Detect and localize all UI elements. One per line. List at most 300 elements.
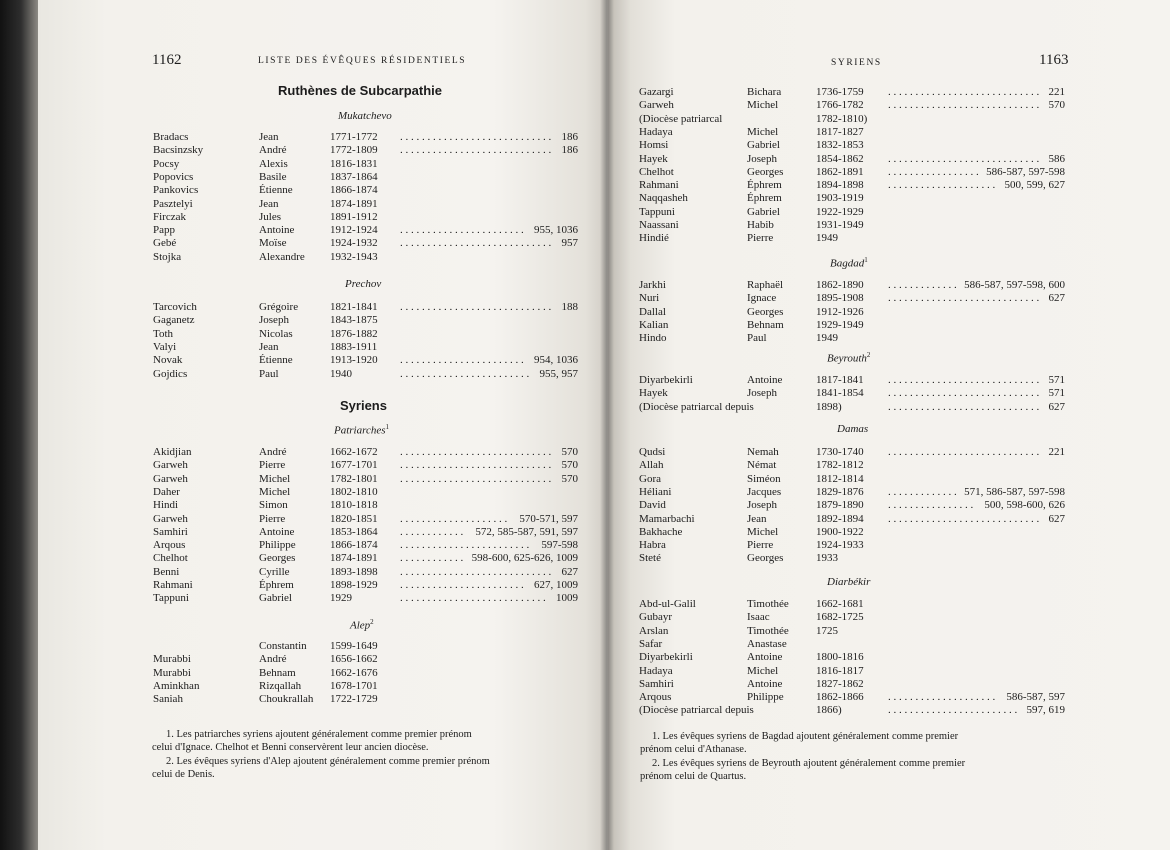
page-references: 571 xyxy=(1048,387,1065,400)
table-row xyxy=(38,473,608,486)
dot-leader: . . . . . . . . . . . . . . . . . . . . . . . . . . . . xyxy=(888,387,1040,400)
bishop-surname: Bradacs xyxy=(153,131,189,143)
table-row xyxy=(608,279,1170,292)
table-row xyxy=(608,513,1170,526)
section-heading-ruthenes: Ruthènes de Subcarpathie xyxy=(278,83,442,98)
bishop-first-name: Antoine xyxy=(259,525,295,538)
bishop-first-name: Habib xyxy=(747,219,774,231)
page-references: 957 xyxy=(561,237,578,250)
bishop-first-name: Raphaël xyxy=(747,279,784,291)
episcopate-dates: 1929 xyxy=(330,592,352,605)
bishop-first-name: Behnam xyxy=(747,318,784,331)
table-row xyxy=(38,539,608,552)
bishop-surname: Abd-ul-Galil xyxy=(639,598,696,610)
footnote-marker: 2 xyxy=(866,351,871,359)
table-row xyxy=(608,552,1170,565)
bishop-first-name: Jean xyxy=(747,512,767,525)
bishop-first-name: Michel xyxy=(747,664,779,677)
table-row xyxy=(608,113,1170,126)
bishop-first-name: Antoine xyxy=(259,224,295,237)
bishop-first-name: Choukrallah xyxy=(259,693,314,706)
table-row xyxy=(608,139,1170,152)
diocese-title-bagdad-text: Bagdad xyxy=(830,257,865,270)
bishop-first-name: Michel xyxy=(259,485,291,498)
table-row xyxy=(608,86,1170,99)
bishop-surname: Murabbi xyxy=(153,666,191,679)
dot-leader: . . . . . . . . . . . . . . . . . . . . xyxy=(888,179,996,192)
page-references: 500, 599, 627 xyxy=(1004,179,1065,192)
episcopate-dates: 1924-1932 xyxy=(330,237,378,250)
table-row xyxy=(608,319,1170,332)
footnote-line: 1. Les patriarches syriens ajoutent généralement comme premier prénom xyxy=(166,729,472,740)
table-row xyxy=(608,387,1170,400)
dot-leader: . . . . . . . . . . . . . . . . . . . . . . . xyxy=(400,224,524,237)
table-row xyxy=(38,667,608,680)
bishop-surname: Hindo xyxy=(639,332,667,345)
table-row xyxy=(608,153,1170,166)
table-row xyxy=(38,301,608,314)
bishop-surname: Chelhot xyxy=(153,552,188,565)
bishop-first-name: Timothée xyxy=(747,624,789,637)
page-references: 586-587, 597-598 xyxy=(986,165,1065,178)
episcopate-dates: 1932-1943 xyxy=(330,250,378,263)
table-row xyxy=(38,184,608,197)
page-references: 627, 1009 xyxy=(534,579,578,591)
table-row xyxy=(608,459,1170,472)
bishop-surname: (Diocèse patriarcal xyxy=(639,112,723,125)
bishop-first-name: André xyxy=(259,653,287,666)
footnote-marker: 1 xyxy=(385,423,390,431)
bishop-surname: Samhiri xyxy=(153,525,188,538)
dot-leader: . . . . . . . . . . . . . . . . . . . . . . . . . . . . xyxy=(400,459,552,472)
table-row xyxy=(608,499,1170,512)
bishop-surname: Steté xyxy=(639,552,661,565)
page-references: 570 xyxy=(1048,99,1065,112)
dot-leader: . . . . . . . . . . . . . . . . . . . . . . . . . . . . xyxy=(888,400,1040,413)
table-row xyxy=(608,99,1170,112)
dot-leader: . . . . . . . . . . . . . . . . . . . . . . . . xyxy=(400,539,530,552)
episcopate-dates: 1662-1681 xyxy=(816,598,864,610)
section-heading-syriens: Syriens xyxy=(340,398,387,413)
episcopate-dates: 1725 xyxy=(816,624,838,637)
dot-leader: . . . . . . . . . . . . . . . . . . . . xyxy=(400,512,508,525)
episcopate-dates: 1829-1876 xyxy=(816,485,864,498)
bishop-surname: Gaganetz xyxy=(153,314,195,327)
episcopate-dates: 1821-1841 xyxy=(330,301,378,313)
episcopate-dates: 1949 xyxy=(816,332,838,345)
page-references: 221 xyxy=(1048,86,1065,98)
bishop-first-name: Michel xyxy=(747,99,779,112)
episcopate-dates: 1898-1929 xyxy=(330,579,378,591)
dot-leader: . . . . . . . . . . . . . . . . . . . . xyxy=(888,691,996,704)
bishop-surname: Tarcovich xyxy=(153,301,197,313)
page-references: 955, 957 xyxy=(539,367,578,380)
page-references: 586-587, 597 xyxy=(1006,691,1065,704)
table-row xyxy=(38,224,608,237)
bishop-first-name: Nemah xyxy=(747,446,779,458)
left-page xyxy=(38,0,608,850)
table-row xyxy=(38,368,608,381)
page-references: 954, 1036 xyxy=(534,354,578,367)
bishop-first-name: Antoine xyxy=(747,677,783,690)
bishop-surname: Hayek xyxy=(639,152,668,165)
bishop-first-name: Antoine xyxy=(747,651,783,664)
footnote-line: prénom celui de Quartus. xyxy=(640,771,747,782)
table-row xyxy=(38,526,608,539)
dot-leader: . . . . . . . . . . . . . . . . . . . . . . . . . . . . xyxy=(400,237,552,250)
table-row xyxy=(608,598,1170,611)
bishop-surname: Stojka xyxy=(153,250,182,263)
dot-leader: . . . . . . . . . . . . . . . . . . . . . . . . . . . xyxy=(400,592,546,605)
table-row xyxy=(608,611,1170,624)
bishop-surname: Garweh xyxy=(153,459,188,472)
footnote-line: 2. Les évêques syriens de Beyrouth ajoutent généralement comme premier xyxy=(652,758,966,769)
bishop-surname: Pankovics xyxy=(153,184,199,197)
dot-leader: . . . . . . . . . . . . . xyxy=(888,279,957,291)
table-row xyxy=(608,526,1170,539)
table-row xyxy=(608,638,1170,651)
bishop-surname: Hindié xyxy=(639,232,669,245)
page-references: 627 xyxy=(561,565,578,578)
bishop-surname: Bakhache xyxy=(639,525,683,538)
bishop-surname: Garweh xyxy=(153,512,188,525)
page-references: 597, 619 xyxy=(1026,704,1065,717)
episcopate-dates: 1771-1772 xyxy=(330,131,378,143)
diocese-title-patriarches-text: Patriarches xyxy=(334,424,386,437)
episcopate-dates: 1866-1874 xyxy=(330,184,378,197)
episcopate-dates: 1736-1759 xyxy=(816,86,864,98)
page-references: 186 xyxy=(561,144,578,157)
bishop-surname: Rahmani xyxy=(639,179,679,192)
bishop-first-name: Anastase xyxy=(747,637,787,650)
diocese-title-damas: Damas xyxy=(837,423,869,435)
diocese-title-alep xyxy=(350,618,374,632)
table-row xyxy=(608,192,1170,205)
episcopate-dates: 1662-1676 xyxy=(330,666,378,679)
bishop-first-name: Gabriel xyxy=(747,139,780,152)
table-row xyxy=(38,144,608,157)
dot-leader: . . . . . . . . . . . . . . . . . . . . . . . . . . . . xyxy=(888,99,1040,112)
bishop-first-name: Siméon xyxy=(747,472,781,485)
table-row xyxy=(38,354,608,367)
bishop-first-name: Joseph xyxy=(747,387,777,400)
episcopate-dates: 1656-1662 xyxy=(330,653,378,666)
bishop-surname: Garweh xyxy=(153,472,188,485)
page-references: 221 xyxy=(1048,446,1065,458)
table-row xyxy=(608,625,1170,638)
bishop-first-name: Pierre xyxy=(747,232,774,245)
bishop-surname: Gubayr xyxy=(639,611,672,624)
bishop-first-name: Georges xyxy=(747,552,784,565)
bishop-first-name: André xyxy=(259,446,287,458)
running-head: SYRIENS xyxy=(831,58,882,68)
episcopate-dates: 1682-1725 xyxy=(816,611,864,624)
bishop-first-name: Bichara xyxy=(747,86,782,98)
dot-leader: . . . . . . . . . . . . xyxy=(400,525,464,538)
bishop-first-name: Timothée xyxy=(747,598,789,610)
bishop-surname: Tappuni xyxy=(639,205,675,218)
bishop-first-name: Pierre xyxy=(259,459,286,472)
episcopate-dates: 1895-1908 xyxy=(816,292,864,305)
bishop-surname: Bacsinzsky xyxy=(153,144,204,157)
dot-leader: . . . . . . . . . . . . . . . . xyxy=(888,499,974,512)
table-row xyxy=(608,232,1170,245)
dot-leader: . . . . . . . . . . . . . . . . . . . . . . . xyxy=(400,579,524,591)
table-row xyxy=(38,566,608,579)
table-row xyxy=(38,592,608,605)
bishop-first-name: Rizqallah xyxy=(259,679,302,692)
bishop-first-name: Éphrem xyxy=(747,179,782,192)
episcopate-dates: 1678-1701 xyxy=(330,679,378,692)
episcopate-dates: 1874-1891 xyxy=(330,552,378,565)
diocese-title-mukatchevo: Mukatchevo xyxy=(338,110,392,122)
bishop-first-name: Némat xyxy=(747,459,777,472)
episcopate-dates: 1949 xyxy=(816,232,838,245)
table-row xyxy=(608,332,1170,345)
episcopate-dates: 1817-1827 xyxy=(816,125,864,138)
table-row xyxy=(608,179,1170,192)
table-row xyxy=(38,640,608,653)
diocese-title-patriarches xyxy=(334,423,389,437)
page-references: 955, 1036 xyxy=(534,224,578,237)
episcopate-dates: 1853-1864 xyxy=(330,525,378,538)
bishop-surname: Kalian xyxy=(639,318,669,331)
bishop-surname: Valyi xyxy=(153,340,177,353)
episcopate-dates: 1898) xyxy=(816,400,842,413)
bishop-first-name: Michel xyxy=(747,125,779,138)
bishop-surname: Nuri xyxy=(639,292,660,305)
bishop-surname: Qudsi xyxy=(639,446,666,458)
table-row xyxy=(608,704,1170,717)
bishop-surname: Mamarbachi xyxy=(639,512,695,525)
page-references: 500, 598-600, 626 xyxy=(984,499,1065,512)
bishop-surname: Habra xyxy=(639,539,666,552)
episcopate-dates: 1866-1874 xyxy=(330,539,378,552)
episcopate-dates: 1772-1809 xyxy=(330,144,378,157)
table-row xyxy=(38,341,608,354)
bishop-first-name: Georges xyxy=(747,165,784,178)
diocese-title-alep-text: Alep xyxy=(350,619,371,632)
page-references: 586-587, 597-598, 600 xyxy=(964,279,1065,291)
bishop-surname: Gojdics xyxy=(153,367,188,380)
bishop-first-name: Étienne xyxy=(259,184,293,197)
table-row xyxy=(38,653,608,666)
dot-leader: . . . . . . . . . . . . . . . . . . . . . . . . . . . . xyxy=(888,446,1040,458)
table-row xyxy=(608,401,1170,414)
table-row xyxy=(608,219,1170,232)
bishop-first-name: Simon xyxy=(259,499,288,512)
table-row xyxy=(608,306,1170,319)
page-references: 571, 586-587, 597-598 xyxy=(964,485,1065,498)
episcopate-dates: 1802-1810 xyxy=(330,485,378,498)
bishop-first-name: Jacques xyxy=(747,485,782,498)
book-spine xyxy=(0,0,38,850)
bishop-first-name: Jean xyxy=(259,131,279,143)
page-references: 586 xyxy=(1048,152,1065,165)
episcopate-dates: 1662-1672 xyxy=(330,446,378,458)
bishop-surname: Arqous xyxy=(639,691,672,704)
bishop-surname: Hadaya xyxy=(639,125,673,138)
dot-leader: . . . . . . . . . . . . . . . . . . . . . . . . . . . . xyxy=(888,512,1040,525)
bishop-first-name: Pierre xyxy=(259,512,286,525)
table-row xyxy=(608,678,1170,691)
bishop-first-name: Grégoire xyxy=(259,301,299,313)
bishop-surname: Toth xyxy=(153,327,174,340)
dot-leader: . . . . . . . . . . . . . . . . . . . . . . . . xyxy=(888,704,1018,717)
bishop-surname: Saniah xyxy=(153,693,183,706)
bishop-surname: Rahmani xyxy=(153,579,193,591)
diocese-title-prechov: Prechov xyxy=(345,278,382,290)
table-row xyxy=(38,328,608,341)
bishop-first-name: Behnam xyxy=(259,666,296,679)
episcopate-dates: 1817-1841 xyxy=(816,374,864,386)
table-row xyxy=(38,499,608,512)
episcopate-dates: 1862-1866 xyxy=(816,691,864,704)
footnote-marker: 2 xyxy=(370,618,374,626)
bishop-first-name: Jean xyxy=(259,340,279,353)
table-row xyxy=(608,166,1170,179)
bishop-surname: (Diocèse patriarcal depuis xyxy=(639,704,754,717)
episcopate-dates: 1893-1898 xyxy=(330,565,378,578)
dot-leader: . . . . . . . . . . . . . . . . . . . . . . . . . . . . xyxy=(400,565,552,578)
episcopate-dates: 1820-1851 xyxy=(330,512,378,525)
running-head: LISTE DES ÉVÊQUES RÉSIDENTIELS xyxy=(258,56,467,66)
bishop-first-name: Georges xyxy=(259,552,296,565)
bishop-first-name: Jules xyxy=(259,210,281,223)
episcopate-dates: 1862-1890 xyxy=(816,279,864,291)
bishop-surname: Firczak xyxy=(153,210,186,223)
bishop-first-name: Georges xyxy=(747,305,784,318)
table-row xyxy=(38,198,608,211)
episcopate-dates: 1843-1875 xyxy=(330,314,378,327)
dot-leader: . . . . . . . . . . . . . . . . . . . . . . . . . . . . xyxy=(888,374,1040,386)
bishop-first-name: Basile xyxy=(259,170,287,183)
episcopate-dates: 1894-1898 xyxy=(816,179,864,192)
bishop-first-name: Paul xyxy=(259,367,279,380)
bishop-surname: Akidjian xyxy=(153,446,192,458)
footnote-line: celui d'Ignace. Chelhot et Benni conservèrent leur ancien diocèse. xyxy=(152,742,429,753)
table-row xyxy=(608,206,1170,219)
episcopate-dates: 1912-1924 xyxy=(330,224,378,237)
bishop-surname: Homsi xyxy=(639,139,669,152)
bishop-surname: Papp xyxy=(153,224,175,237)
bishop-surname: Garweh xyxy=(639,99,674,112)
episcopate-dates: 1933 xyxy=(816,552,838,565)
bishop-first-name: Michel xyxy=(259,472,291,485)
bishop-first-name: Joseph xyxy=(747,499,777,512)
page-references: 598-600, 625-626, 1009 xyxy=(471,552,578,565)
episcopate-dates: 1931-1949 xyxy=(816,219,864,231)
table-row xyxy=(38,446,608,459)
episcopate-dates: 1892-1894 xyxy=(816,512,864,525)
episcopate-dates: 1722-1729 xyxy=(330,693,378,706)
page-number: 1162 xyxy=(152,52,182,68)
bishop-surname: Daher xyxy=(153,485,180,498)
page-references: 1009 xyxy=(556,592,578,605)
bishop-surname: Aminkhan xyxy=(153,679,200,692)
bishop-first-name: Cyrille xyxy=(259,565,290,578)
bishop-first-name: Paul xyxy=(747,332,767,345)
table-row xyxy=(38,680,608,693)
table-row xyxy=(38,314,608,327)
bishop-surname: Chelhot xyxy=(639,165,674,178)
bishop-surname: Gebé xyxy=(153,237,177,250)
bishop-first-name: Isaac xyxy=(747,611,770,624)
footnote-line: 2. Les évêques syriens d'Alep ajoutent généralement comme premier prénom xyxy=(166,756,490,767)
bishop-first-name: Nicolas xyxy=(259,327,293,340)
bishop-first-name: Moïse xyxy=(259,237,287,250)
bishop-first-name: Joseph xyxy=(747,152,777,165)
bishop-surname: Dallal xyxy=(639,305,666,318)
episcopate-dates: 1891-1912 xyxy=(330,210,378,223)
episcopate-dates: 1812-1814 xyxy=(816,472,864,485)
bishop-first-name: Étienne xyxy=(259,354,293,367)
episcopate-dates: 1841-1854 xyxy=(816,387,864,400)
table-row xyxy=(38,459,608,472)
dot-leader: . . . . . . . . . . . . . . . . . xyxy=(888,165,979,178)
episcopate-dates: 1800-1816 xyxy=(816,651,864,664)
bishop-surname: Murabbi xyxy=(153,653,191,666)
episcopate-dates: 1782-1810) xyxy=(816,112,868,125)
table-row xyxy=(608,651,1170,664)
bishop-first-name: Constantin xyxy=(259,640,307,652)
page-references: 627 xyxy=(1048,292,1065,305)
bishop-surname: Pasztelyi xyxy=(153,197,193,210)
bishop-first-name: Philippe xyxy=(747,691,784,704)
page-number: 1163 xyxy=(1039,52,1069,68)
page-references: 597-598 xyxy=(541,539,578,552)
bishop-surname: Naqqasheh xyxy=(639,192,688,205)
table-row xyxy=(38,693,608,706)
bishop-first-name: Alexandre xyxy=(259,250,305,263)
bishop-surname: Gazargi xyxy=(639,86,674,98)
episcopate-dates: 1922-1929 xyxy=(816,205,864,218)
bishop-surname: Héliani xyxy=(639,485,672,498)
table-row xyxy=(38,513,608,526)
bishop-first-name: Éphrem xyxy=(259,579,294,591)
diocese-title-beyrouth xyxy=(827,351,870,365)
diocese-title-diarbekir: Diarbékir xyxy=(827,576,871,588)
bishop-surname: Hayek xyxy=(639,387,668,400)
table-row xyxy=(608,665,1170,678)
dot-leader: . . . . . . . . . . . . . . . . . . . . . . . . . . . . xyxy=(400,472,552,485)
episcopate-dates: 1599-1649 xyxy=(330,640,378,652)
bishop-surname: Diyarbekirli xyxy=(639,651,693,664)
page-references: 188 xyxy=(561,301,578,313)
bishop-first-name: Pierre xyxy=(747,539,774,552)
bishop-first-name: Jean xyxy=(259,197,279,210)
bishop-surname: Naassani xyxy=(639,219,679,231)
bishop-surname: Safar xyxy=(639,637,663,650)
episcopate-dates: 1874-1891 xyxy=(330,197,378,210)
footnote-line: prénom celui d'Athanase. xyxy=(640,744,747,755)
bishop-surname: Benni xyxy=(153,565,180,578)
page-references: 572, 585-587, 591, 597 xyxy=(475,525,578,538)
bishop-surname: Hindi xyxy=(153,499,179,512)
page-references: 570 xyxy=(561,446,578,458)
table-row xyxy=(38,158,608,171)
dot-leader: . . . . . . . . . . . . . . . . . . . . . . . . . . . . xyxy=(888,152,1040,165)
page-references: 570-571, 597 xyxy=(519,512,578,525)
bishop-first-name: Alexis xyxy=(259,157,288,170)
episcopate-dates: 1883-1911 xyxy=(330,340,378,353)
dot-leader: . . . . . . . . . . . . . . . . . . . . . . . . xyxy=(400,367,530,380)
bishop-surname: (Diocèse patriarcal depuis xyxy=(639,400,754,413)
episcopate-dates: 1879-1890 xyxy=(816,499,864,512)
episcopate-dates: 1929-1949 xyxy=(816,318,864,331)
bishop-surname: Samhiri xyxy=(639,677,674,690)
table-row xyxy=(608,691,1170,704)
